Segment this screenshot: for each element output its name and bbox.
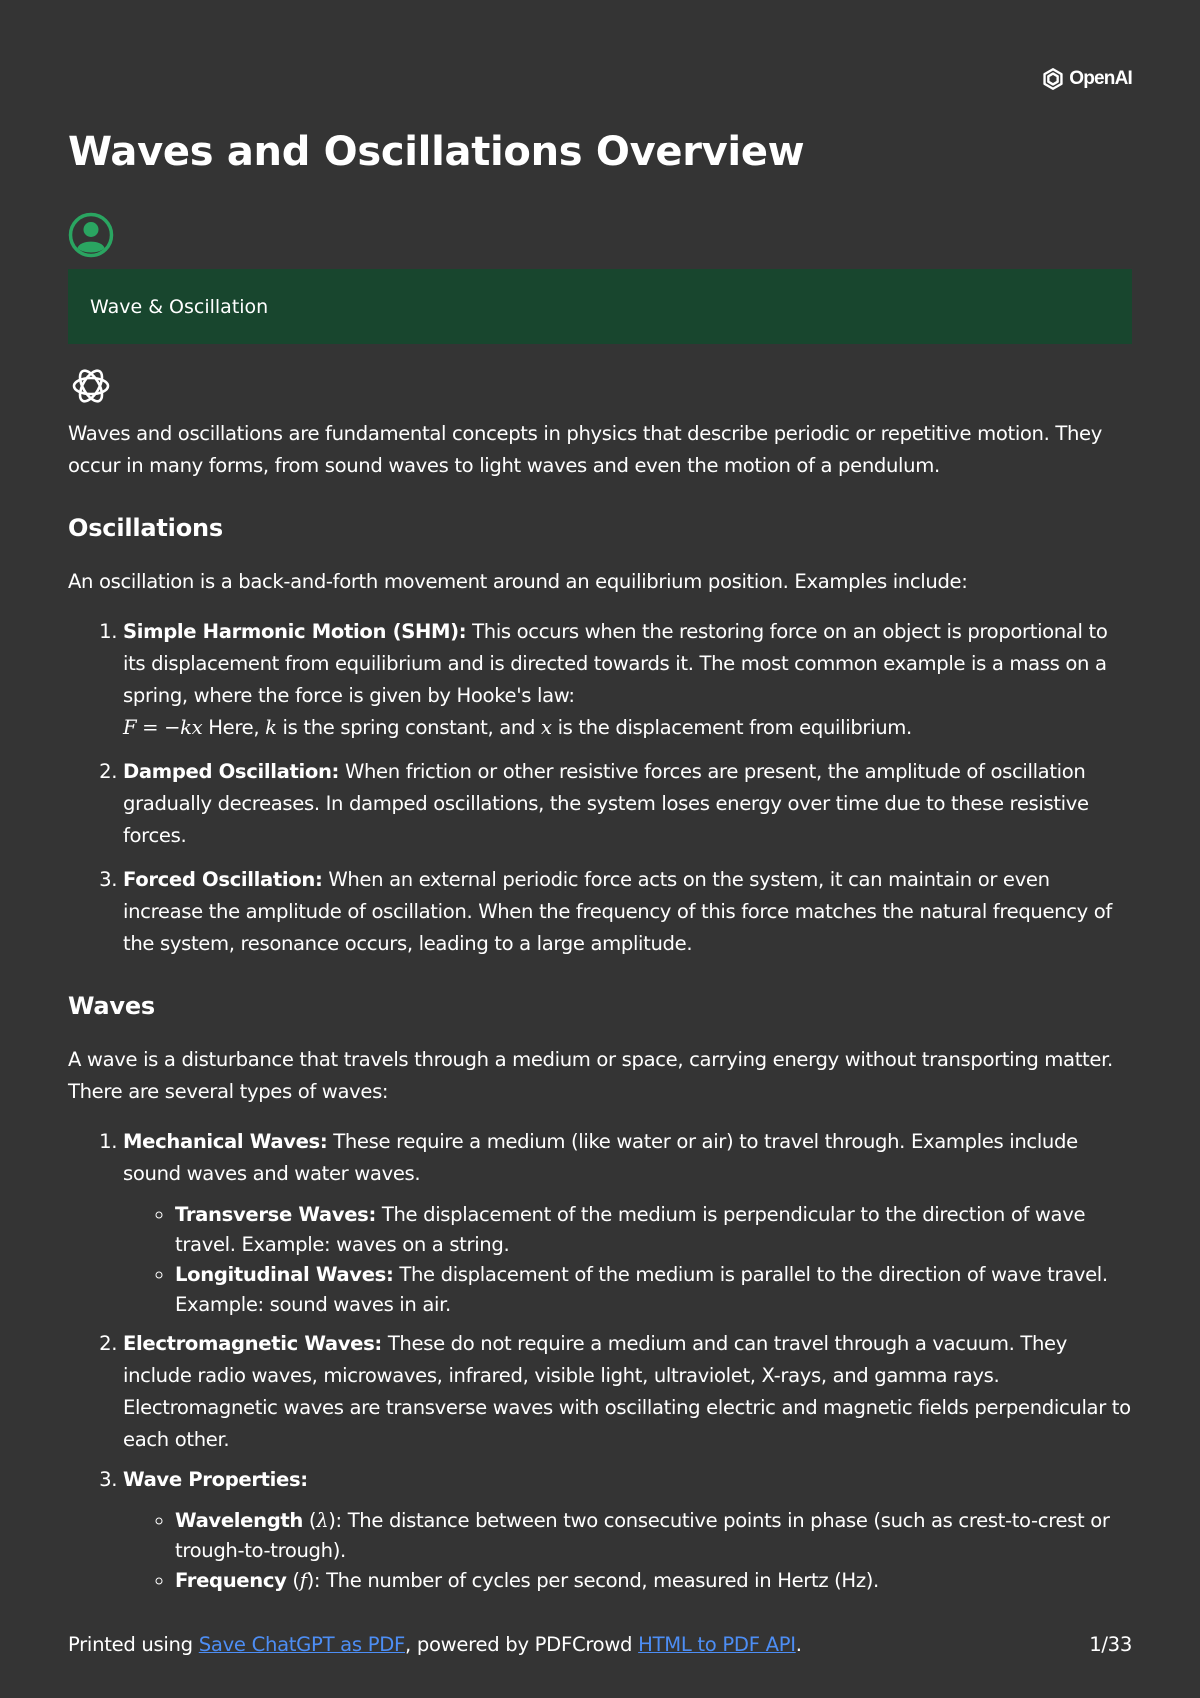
math-symbol: λ [316, 1509, 329, 1532]
oscillations-intro: An oscillation is a back-and-forth movement around an equilibrium position. Examples include: [68, 570, 968, 593]
term: Wave Properties: [123, 1468, 308, 1491]
user-avatar-icon [68, 212, 114, 258]
chatgpt-icon [68, 363, 114, 409]
page-title: Waves and Oscillations Overview [68, 129, 805, 175]
description: ): The distance between two consecutive points in phase (such as crest-to-crest or trough-to-trough). [175, 1509, 1110, 1562]
term: Frequency [175, 1569, 287, 1592]
footer-text: , powered by PDFCrowd [405, 1633, 633, 1656]
description: Here, [208, 716, 260, 739]
list-item [123, 864, 1132, 960]
description: is the displacement from equilibrium. [557, 716, 912, 739]
math-variable: k [265, 716, 277, 739]
description: The displacement of the medium is parallel to the direction of wave travel. Example: sound waves in air. [175, 1263, 1108, 1316]
term: Transverse Waves: [175, 1203, 376, 1226]
list-item [123, 616, 1132, 744]
oscillations-list [68, 616, 1132, 960]
footer-text: Printed using [68, 1633, 193, 1656]
math-variable: x [540, 716, 552, 739]
term: Longitudinal Waves: [175, 1263, 394, 1286]
user-prompt-text: Wave & Oscillation [90, 295, 269, 318]
term: Mechanical Waves: [123, 1130, 328, 1153]
description: is the spring constant, and [282, 716, 536, 739]
waves-intro: A wave is a disturbance that travels through a medium or space, carrying energy without transporting matter. There are several types of waves: [68, 1048, 1113, 1103]
description: When friction or other resistive forces are present, the amplitude of oscillation gradually decreases. In damped oscillations, the system loses energy over time due to these resistive forces. [123, 760, 1089, 847]
openai-knot-icon [1040, 66, 1066, 92]
list-item [123, 1328, 1132, 1456]
user-prompt-box [68, 269, 1132, 344]
list-item [123, 1126, 1132, 1320]
description: When an external periodic force acts on the system, it can maintain or even increase the amplitude of oscillation. When the frequency of this force matches the natural frequency of the system, resonance occurs, leading to a large amplitude. [123, 868, 1112, 955]
sub-list [123, 1506, 1132, 1596]
formula: F = −kx [123, 716, 203, 739]
math-symbol: f [299, 1569, 307, 1592]
description: The displacement of the medium is perpendicular to the direction of wave travel. Example: waves on a string. [175, 1203, 1086, 1256]
section-heading-waves: Waves [68, 992, 156, 1020]
description: This occurs when the restoring force on an object is proportional to its displacement from equilibrium and is directed towards it. The most common example is a mass on a spring, where the force is given by Hooke's law: [123, 620, 1108, 707]
save-chatgpt-pdf-link[interactable]: Save ChatGPT as PDF [198, 1633, 405, 1656]
footer-text: . [795, 1633, 802, 1656]
description: These require a medium (like water or air) to travel through. Examples include sound waves and water waves. [123, 1130, 1078, 1185]
term: Wavelength [175, 1509, 303, 1532]
sub-list-item [175, 1200, 1132, 1260]
list-item [123, 756, 1132, 852]
term: Forced Oscillation: [123, 868, 323, 891]
sub-list [123, 1200, 1132, 1320]
term: Simple Harmonic Motion (SHM): [123, 620, 467, 643]
page-number: 1/33 [1089, 1633, 1132, 1656]
sub-list-item [175, 1260, 1132, 1320]
brand-name: OpenAI [1069, 68, 1132, 89]
description: ): The number of cycles per second, measured in Hertz (Hz). [306, 1569, 879, 1592]
intro-paragraph: Waves and oscillations are fundamental concepts in physics that describe periodic or repetitive motion. They occur in many forms, from sound waves to light waves and even the motion of a pendulum. [68, 422, 1103, 477]
waves-list [68, 1126, 1132, 1596]
term: Electromagnetic Waves: [123, 1332, 382, 1355]
term: Damped Oscillation: [123, 760, 340, 783]
response-content [68, 418, 1132, 1616]
sub-list-item: ◦ Frequency (f): The number of cycles per second, measured in Hertz (Hz). [175, 1566, 1132, 1596]
openai-logo [1040, 66, 1132, 92]
section-heading-oscillations: Oscillations [68, 514, 223, 542]
sub-list-item: ◦ Wavelength (λ): The distance between two consecutive points in phase (such as crest-to-crest or trough-to-trough). [175, 1506, 1132, 1566]
html-to-pdf-api-link[interactable]: HTML to PDF API [638, 1633, 796, 1656]
list-item [123, 1464, 1132, 1596]
description: These do not require a medium and can travel through a vacuum. They include radio waves, microwaves, infrared, visible light, ultraviolet, X-rays, and gamma rays. Electromagnetic waves are transverse waves with oscillating electric and magnetic fields perpendicular to each other. [123, 1332, 1131, 1451]
page-footer [68, 1633, 1132, 1656]
